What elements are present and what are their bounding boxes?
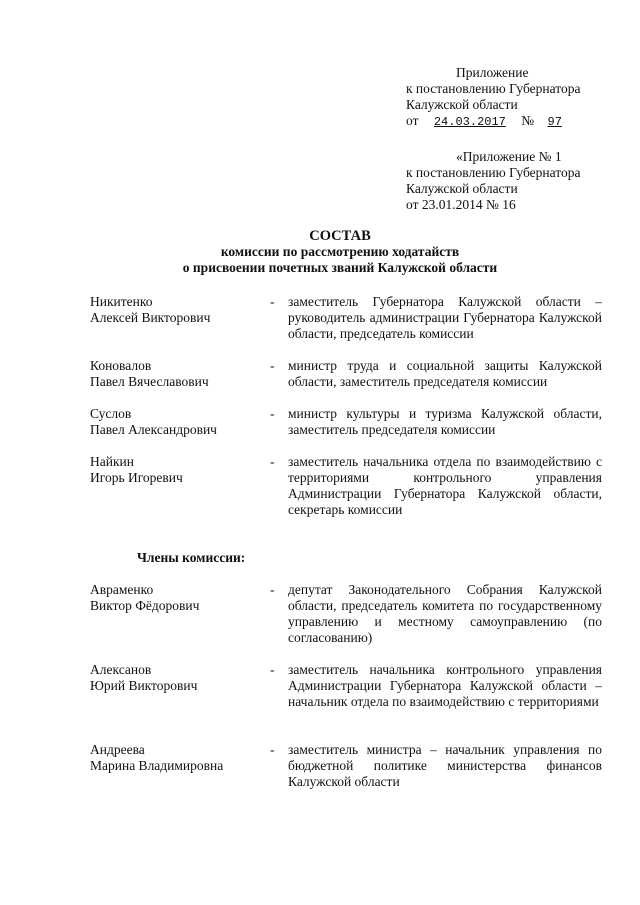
member-given-name: Юрий Викторович — [90, 678, 198, 693]
member-surname: Авраменко — [90, 582, 154, 597]
dash-separator: - — [270, 662, 275, 677]
member-role: заместитель начальника отдела по взаимодействию с территориями контрольного управления Администрации Губернатора Калужской области, секретарь комиссии — [288, 454, 602, 517]
member-given-name: Марина Владимировна — [90, 758, 224, 773]
date-prefix: от — [406, 113, 419, 128]
member-name — [90, 742, 260, 774]
dash-separator: - — [270, 454, 275, 469]
appendix-header — [406, 65, 606, 129]
original-appendix-header — [406, 149, 606, 213]
member-name — [90, 406, 260, 438]
original-appendix-resolution: к постановлению Губернатора — [406, 165, 581, 180]
handwritten-number: 97 — [547, 115, 562, 129]
dash-separator: - — [270, 294, 275, 309]
dash-separator: - — [270, 582, 275, 597]
appendix-resolution: к постановлению Губернатора — [406, 81, 581, 96]
appendix-label: Приложение — [456, 65, 529, 80]
handwritten-date: 24.03.2017 — [433, 115, 506, 129]
member-given-name: Павел Александрович — [90, 422, 217, 437]
dash-separator: - — [270, 358, 275, 373]
dash-separator: - — [270, 406, 275, 421]
original-appendix-label: «Приложение № 1 — [456, 149, 562, 164]
member-role: министр культуры и туризма Калужской области, заместитель председателя комиссии — [288, 406, 602, 437]
member-name — [90, 662, 260, 694]
member-surname: Андреева — [90, 742, 145, 757]
original-appendix-date: от 23.01.2014 № 16 — [406, 197, 516, 212]
member-surname: Суслов — [90, 406, 132, 421]
member-role: депутат Законодательного Собрания Калужской области, председатель комитета по государственному управлению и местному самоуправлению (по согласованию) — [288, 582, 602, 645]
member-name — [90, 454, 260, 486]
document-title — [90, 228, 590, 276]
member-given-name: Павел Вячеславович — [90, 374, 209, 389]
member-given-name: Виктор Фёдорович — [90, 598, 200, 613]
member-role: заместитель Губернатора Калужской области – руководитель администрации Губернатора Калужской области, председатель комиссии — [288, 294, 602, 341]
member-name — [90, 294, 260, 326]
member-surname: Коновалов — [90, 358, 152, 373]
member-role: заместитель начальника контрольного управления Администрации Губернатора Калужской области – начальник отдела по взаимодействию с территориями — [288, 662, 602, 709]
member-surname: Алексанов — [90, 662, 152, 677]
title-subtitle-2: о присвоении почетных званий Калужской области — [182, 260, 498, 275]
dash-separator: - — [270, 742, 275, 757]
member-given-name: Алексей Викторович — [90, 310, 211, 325]
number-prefix: № — [521, 113, 535, 128]
member-role: заместитель министра – начальник управления по бюджетной политике министерства финансов Калужской области — [288, 742, 602, 789]
original-appendix-region: Калужской области — [406, 181, 518, 196]
member-name — [90, 582, 260, 614]
title-main: СОСТАВ — [309, 228, 371, 244]
title-subtitle-1: комиссии по рассмотрению ходатайств — [220, 244, 460, 259]
appendix-date-line — [406, 113, 606, 129]
member-role: министр труда и социальной защиты Калужской области, заместитель председателя комиссии — [288, 358, 602, 389]
appendix-region: Калужской области — [406, 97, 518, 112]
member-given-name: Игорь Игоревич — [90, 470, 183, 485]
member-surname: Никитенко — [90, 294, 153, 309]
member-name — [90, 358, 260, 390]
members-heading: Члены комиссии: — [137, 550, 246, 565]
member-surname: Найкин — [90, 454, 134, 469]
